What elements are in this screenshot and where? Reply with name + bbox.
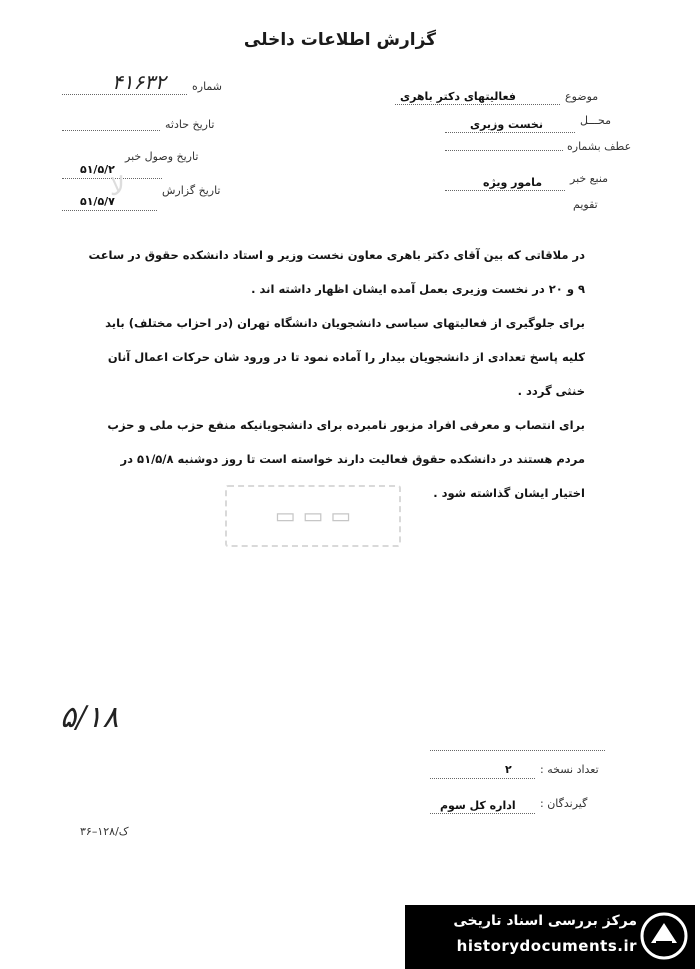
faded-stamp: ▭ ▭ ▭ (225, 485, 401, 547)
reference-label: عطف بشماره (567, 140, 632, 153)
subject-value: فعالیتهای دکتر باهری (400, 90, 516, 103)
archive-watermark (405, 905, 695, 969)
archive-url[interactable]: historydocuments.ir (456, 937, 637, 955)
copies-line (430, 778, 535, 779)
report-date-value: ۵۱/۵/۷ (80, 195, 115, 208)
subject-label: موضوع (565, 90, 599, 103)
source-value: مامور ویژه (483, 176, 543, 189)
incident-date-line (62, 130, 160, 131)
form-code: ک/۱۲۸–۳۶ (80, 825, 129, 838)
body-paragraph: در ملاقاتی که بین آقای دکتر باهری معاون نخست وزیر و استاد دانشکده حقوق در ساعت ۹ و ۲۰ در نخست وزیری بعمل آمده ایشان اظهار داشته اند . (88, 248, 585, 296)
location-label: محـــل (580, 114, 611, 127)
subject-line (395, 104, 560, 105)
footer-divider (430, 750, 605, 751)
faint-mark: ﻻ (110, 172, 125, 202)
recipients-line (430, 813, 535, 814)
recipients-label: گیرندگان : (540, 797, 588, 810)
recipients-value: اداره کل سوم (440, 799, 516, 812)
archive-name: مرکز بررسی اسناد تاریخی (453, 913, 637, 929)
body-paragraph: برای انتصاب و معرفی افراد مزبور نامبرده برای دانشجویانیکه منفع حزب ملی و حزب مردم هستند در دانشکده حقوق فعالیت دارند خواسته است تا روز دوشنبه ۵۱/۵/۸ در اختیار ایشان گذاشته شود . (107, 418, 585, 500)
copies-value: ۲ (505, 763, 512, 776)
location-line (445, 132, 575, 133)
body-paragraph: برای جلوگیری از فعالیتهای سیاسی دانشجویان دانشگاه تهران (در احزاب مختلف) باید کلیه پاسخ تعدادی از دانشجویان بیدار را آماده نمود تا در ورود شان حرکات اعمال آنان خنثی گردد . (105, 316, 585, 398)
number-value: ۴۱۶۳۲ (112, 70, 166, 94)
report-date-label: تاریخ گزارش (162, 184, 221, 197)
copies-label: تعداد نسخه : (540, 763, 599, 776)
report-body (85, 238, 585, 510)
number-label: شماره (192, 80, 223, 93)
report-date-line (62, 210, 157, 211)
number-line (62, 94, 187, 95)
receipt-date-value: ۵۱/۵/۲ (80, 163, 115, 176)
incident-date-label: تاریخ حادثه (165, 118, 215, 131)
page-title: گزارش اطلاعات داخلی (243, 30, 437, 50)
source-label: منبع خبر (570, 172, 609, 185)
reference-line (445, 150, 563, 151)
location-value: نخست وزیری (470, 118, 543, 131)
archive-logo-icon (639, 911, 689, 961)
receipt-date-label: تاریخ وصول خبر (125, 150, 199, 163)
evaluation-label: تقویم (573, 198, 598, 211)
margin-note: ۵/۱۸ (60, 700, 119, 735)
source-line (445, 190, 565, 191)
